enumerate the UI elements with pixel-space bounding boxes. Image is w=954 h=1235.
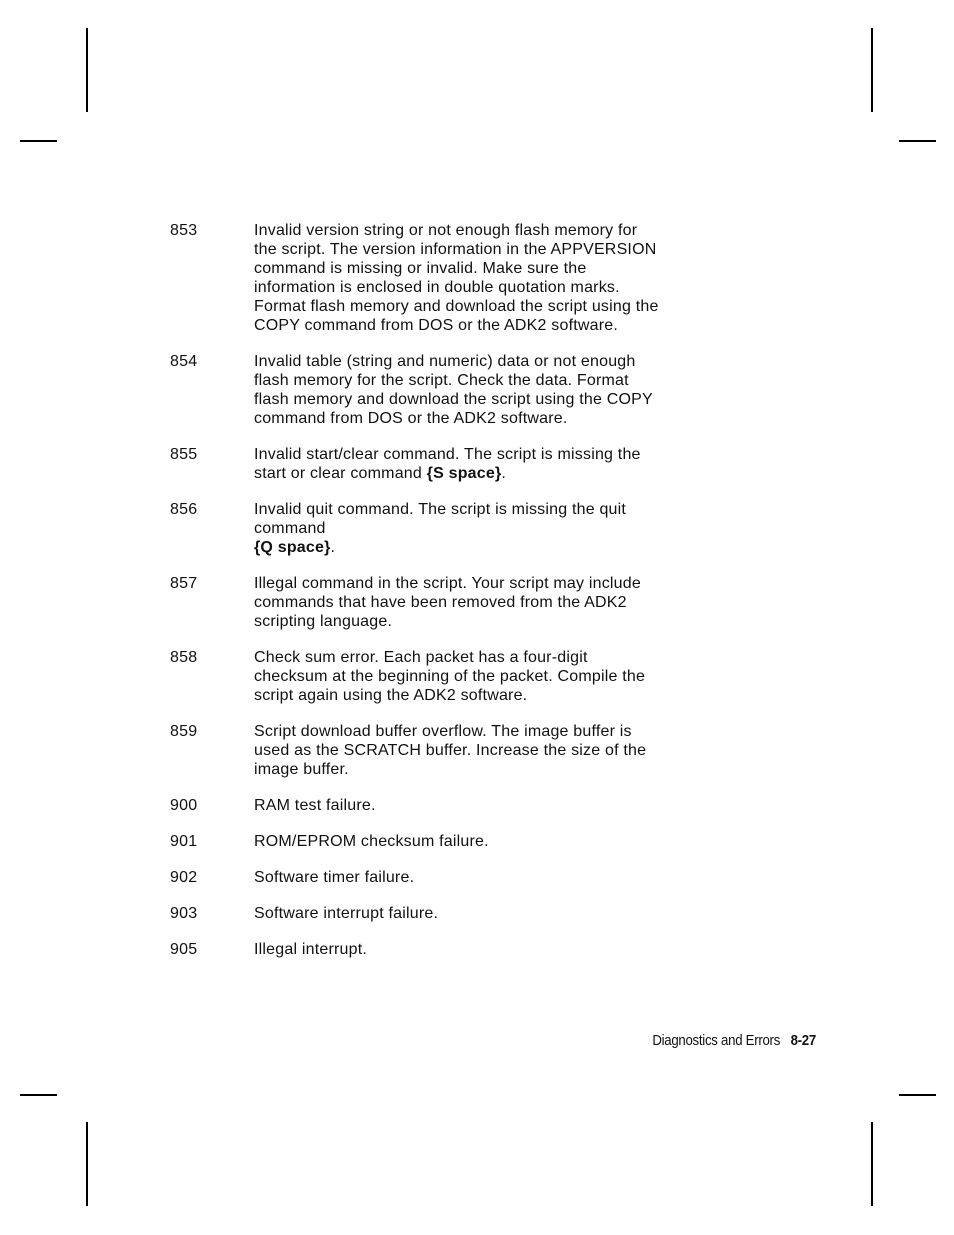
error-description-text: Invalid start/clear command. The script is missing the start or clear command	[254, 446, 641, 482]
error-description-text: Software interrupt failure.	[254, 905, 439, 922]
error-code: 905	[170, 941, 198, 958]
command-syntax: {Q space}	[254, 539, 331, 556]
error-entry-859	[170, 722, 750, 779]
error-description-text: Illegal interrupt.	[254, 941, 367, 958]
crop-mark-top-right-horizontal	[899, 140, 936, 142]
error-entry-853	[170, 221, 750, 335]
error-description	[254, 648, 750, 705]
error-code: 902	[170, 869, 198, 886]
error-description	[254, 868, 750, 887]
error-description	[254, 904, 750, 923]
crop-mark-bottom-right-horizontal	[899, 1094, 936, 1096]
error-description	[254, 796, 750, 815]
error-code: 859	[170, 723, 198, 740]
error-code-list	[170, 221, 750, 976]
error-description	[254, 445, 750, 483]
error-code: 855	[170, 446, 198, 463]
footer-section-title: Diagnostics and Errors	[652, 1032, 781, 1049]
error-description-text: Software timer failure.	[254, 869, 415, 886]
error-description-tail: .	[330, 539, 336, 556]
crop-mark-top-left-vertical	[86, 28, 88, 112]
error-code: 900	[170, 797, 198, 814]
crop-mark-top-left-horizontal	[20, 140, 57, 142]
error-code: 901	[170, 833, 198, 850]
error-entry-856	[170, 500, 750, 557]
crop-mark-bottom-left-vertical	[86, 1122, 88, 1206]
crop-mark-bottom-right-vertical	[871, 1122, 873, 1206]
error-entry-858	[170, 648, 750, 705]
crop-mark-top-right-vertical	[871, 28, 873, 112]
error-description	[254, 832, 750, 851]
error-code: 854	[170, 353, 198, 370]
error-entry-903	[170, 904, 750, 923]
error-code: 903	[170, 905, 198, 922]
error-description	[254, 722, 750, 779]
footer-page-number: 8-27	[790, 1032, 816, 1049]
error-description-text: RAM test failure.	[254, 797, 376, 814]
error-description-text: Check sum error. Each packet has a four-digit checksum at the beginning of the packet. Compile the script again using the ADK2 software.	[254, 649, 646, 704]
error-description-text: Illegal command in the script. Your script may include commands that have been removed from the ADK2 scripting language.	[254, 575, 641, 630]
error-description	[254, 500, 750, 557]
error-code: 856	[170, 501, 198, 518]
error-description-text: Script download buffer overflow. The image buffer is used as the SCRATCH buffer. Increase the size of the image buffer.	[254, 723, 647, 778]
error-entry-902	[170, 868, 750, 887]
command-syntax: {S space}	[426, 465, 502, 482]
error-code: 857	[170, 575, 198, 592]
error-description-tail: .	[501, 465, 507, 482]
error-code: 858	[170, 649, 198, 666]
error-description-text: ROM/EPROM checksum failure.	[254, 833, 489, 850]
crop-mark-bottom-left-horizontal	[20, 1094, 57, 1096]
error-description	[254, 574, 750, 631]
error-description	[254, 221, 750, 335]
error-description-text: Invalid table (string and numeric) data or not enough flash memory for the script. Check the data. Format flash memory and download the script using the COPY command from DOS or the ADK2 software.	[254, 353, 653, 427]
error-entry-855	[170, 445, 750, 483]
error-description	[254, 940, 750, 959]
error-entry-857	[170, 574, 750, 631]
error-description-text: Invalid quit command. The script is missing the quit command	[254, 501, 627, 537]
error-entry-900	[170, 796, 750, 815]
error-description-text: Invalid version string or not enough flash memory for the script. The version information in the APPVERSION command is missing or invalid. Make sure the information is enclosed in double quotation marks. Format flash memory and download the script using the COPY command from DOS or the ADK2 software.	[254, 222, 659, 334]
error-entry-901	[170, 832, 750, 851]
page-footer	[652, 1032, 816, 1049]
error-description	[254, 352, 750, 428]
error-code: 853	[170, 222, 198, 239]
error-entry-854	[170, 352, 750, 428]
error-entry-905	[170, 940, 750, 959]
